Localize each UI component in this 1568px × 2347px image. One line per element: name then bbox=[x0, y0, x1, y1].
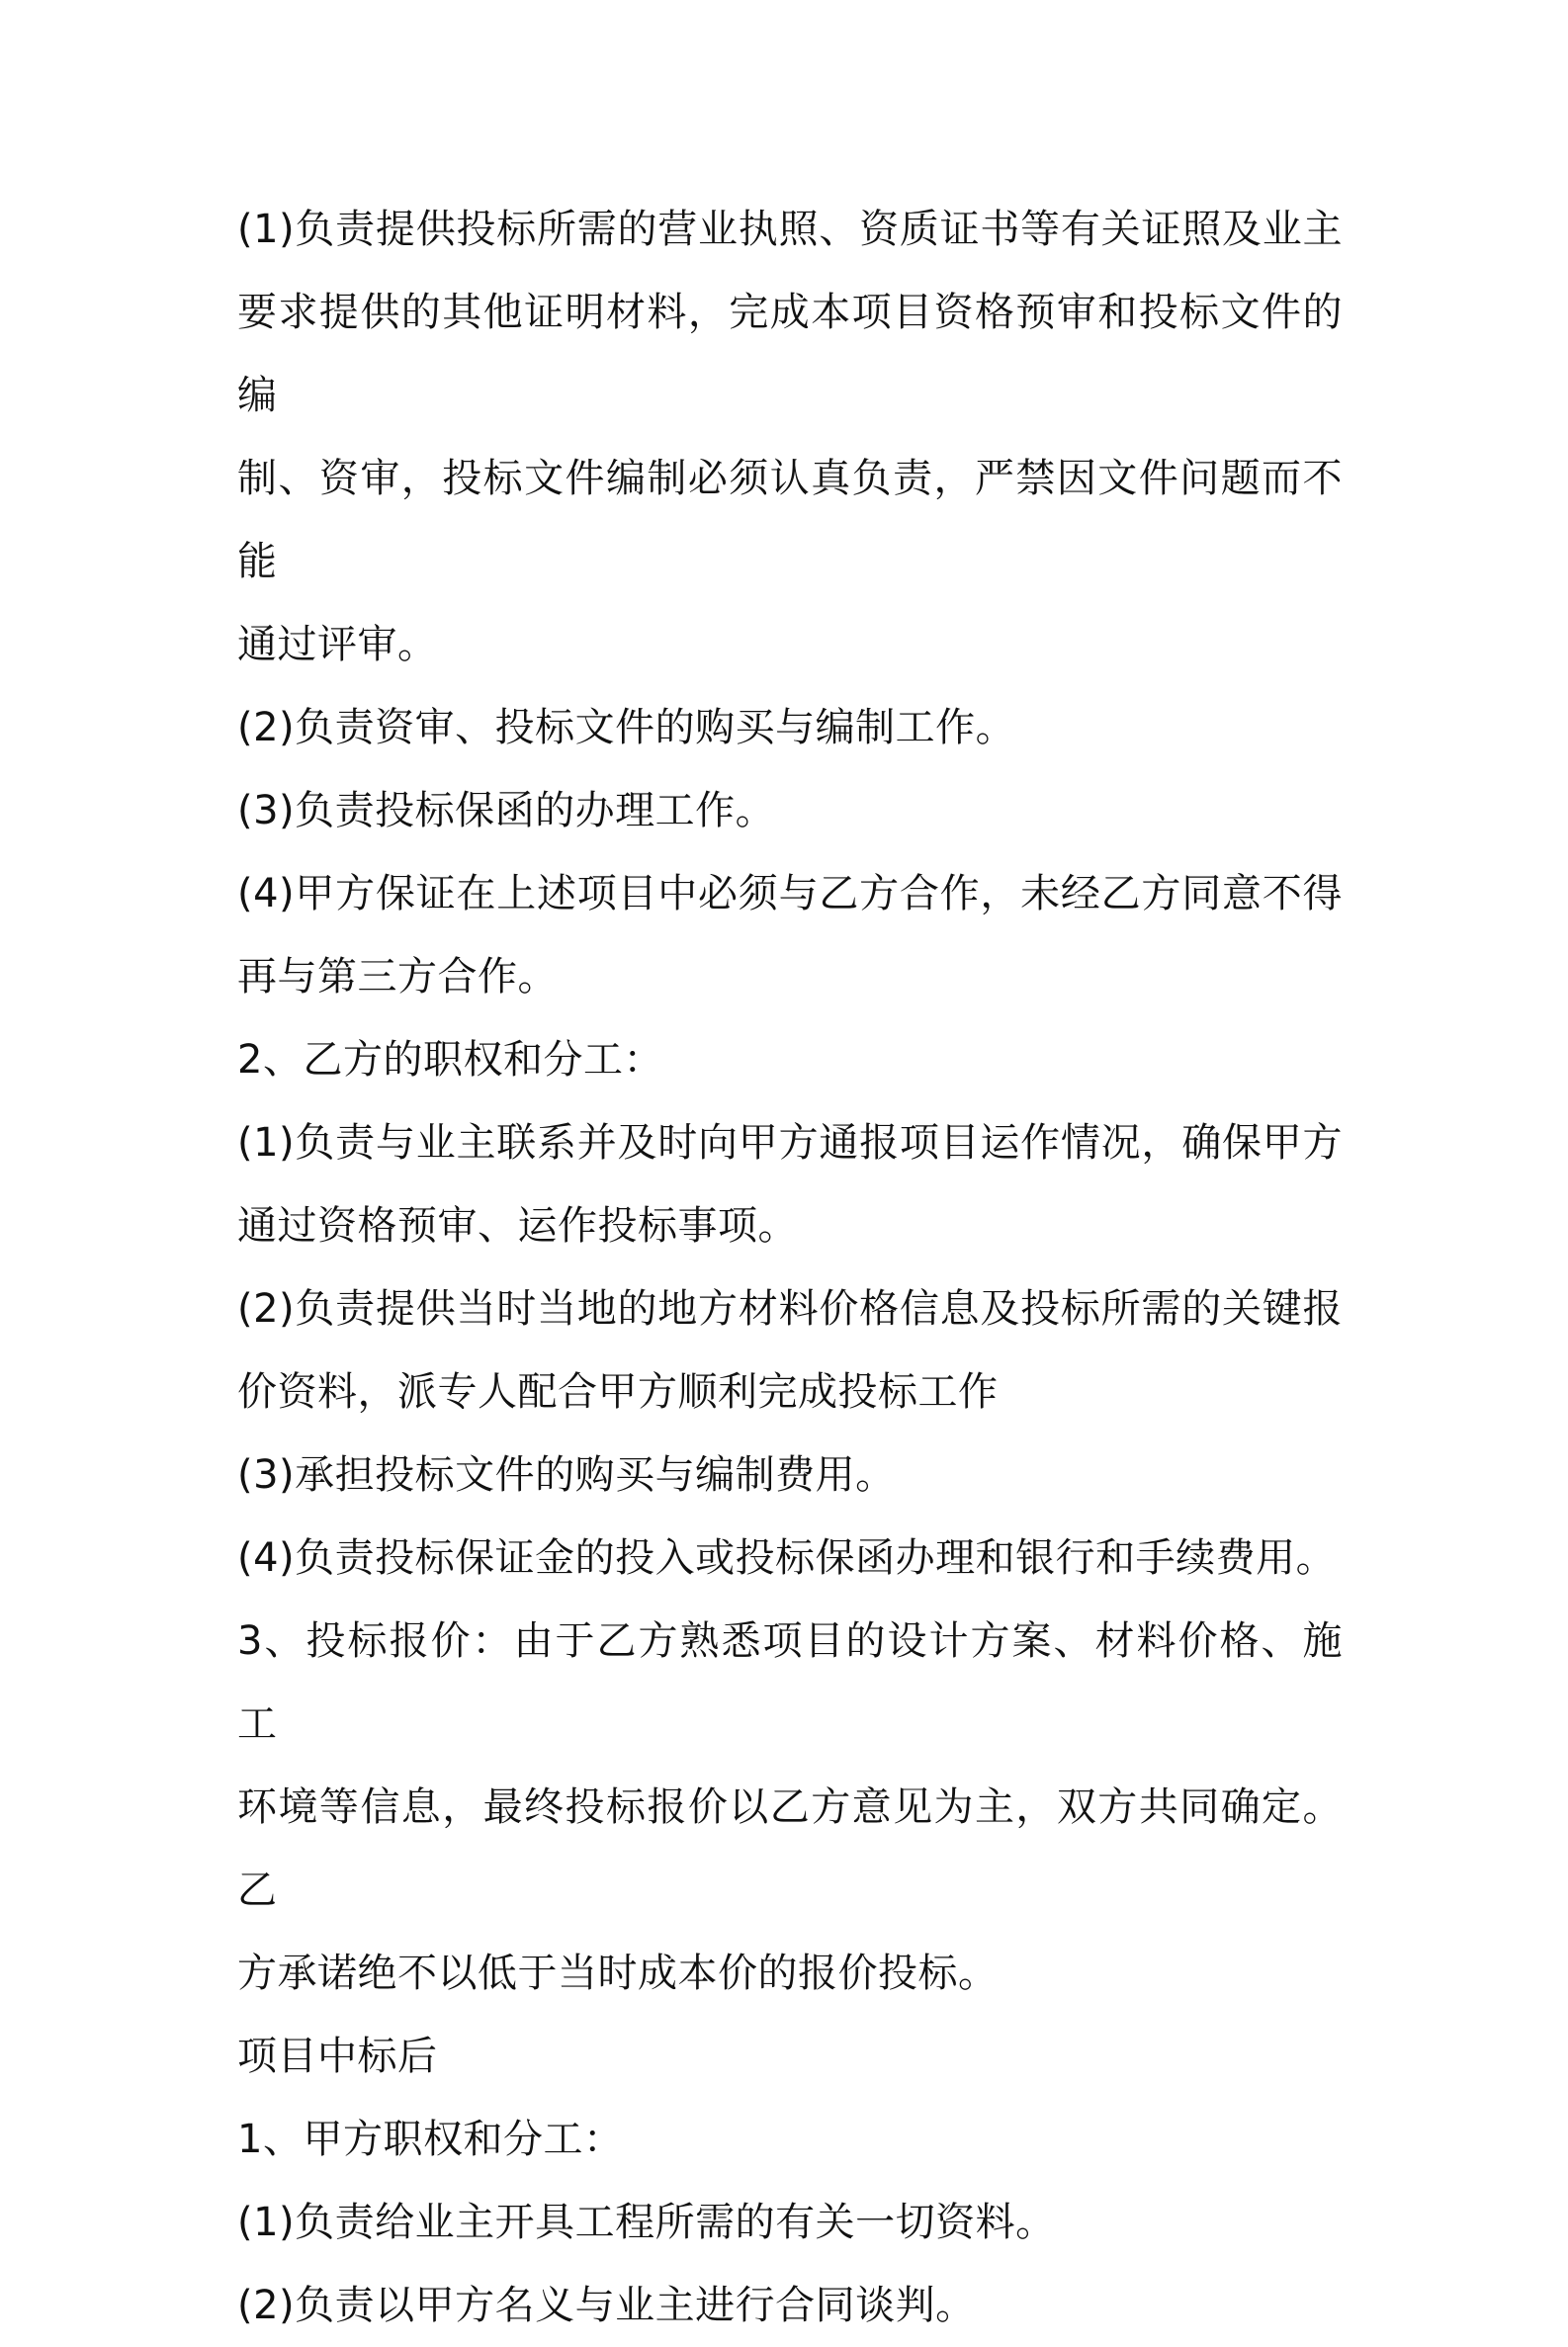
document-body bbox=[237, 188, 1345, 2347]
text-line: (3)承担投标文件的购买与编制费用。 bbox=[237, 1452, 896, 1498]
section-heading: 2、乙方的职权和分工： bbox=[237, 1037, 663, 1083]
text-line: 3、投标报价：由于乙方熟悉项目的设计方案、材料价格、施工 bbox=[237, 1618, 1343, 1747]
text-line: 通过评审。 bbox=[237, 622, 438, 667]
text-line: (2)负责资审、投标文件的购买与编制工作。 bbox=[237, 705, 1016, 750]
text-line: (2)负责提供当时当地的地方材料价格信息及投标所需的关键报 bbox=[237, 1286, 1343, 1332]
text-line: 环境等信息，最终投标报价以乙方意见为主，双方共同确定。乙 bbox=[237, 1784, 1343, 1913]
text-line: (1)负责提供投标所需的营业执照、资质证书等有关证照及业主 bbox=[237, 207, 1343, 252]
text-line: 要求提供的其他证明材料，完成本项目资格预审和投标文件的编 bbox=[237, 290, 1343, 418]
text-line: (3)负责投标保函的办理工作。 bbox=[237, 788, 776, 833]
section-heading: 项目中标后 bbox=[237, 2034, 438, 2079]
text-line: 通过资格预审、运作投标事项。 bbox=[237, 1203, 798, 1249]
text-line: (4)负责投标保证金的投入或投标保函办理和银行和手续费用。 bbox=[237, 1535, 1337, 1581]
text-line: (2)负责以甲方名义与业主进行合同谈判。 bbox=[237, 2283, 976, 2328]
text-line: (1)负责给业主开具工程所需的有关一切资料。 bbox=[237, 2200, 1056, 2245]
text-line: 价资料，派专人配合甲方顺利完成投标工作 bbox=[237, 1369, 999, 1415]
text-line: 方承诺绝不以低于当时成本价的报价投标。 bbox=[237, 1951, 999, 1996]
text-line: 再与第三方合作。 bbox=[237, 954, 558, 1000]
text-line: 制、资审，投标文件编制必须认真负责，严禁因文件问题而不能 bbox=[237, 456, 1343, 584]
text-line: (1)负责与业主联系并及时向甲方通报项目运作情况，确保甲方 bbox=[237, 1120, 1343, 1166]
section-heading: 1、甲方职权和分工： bbox=[237, 2117, 624, 2162]
text-line: (4)甲方保证在上述项目中必须与乙方合作，未经乙方同意不得 bbox=[237, 871, 1343, 916]
